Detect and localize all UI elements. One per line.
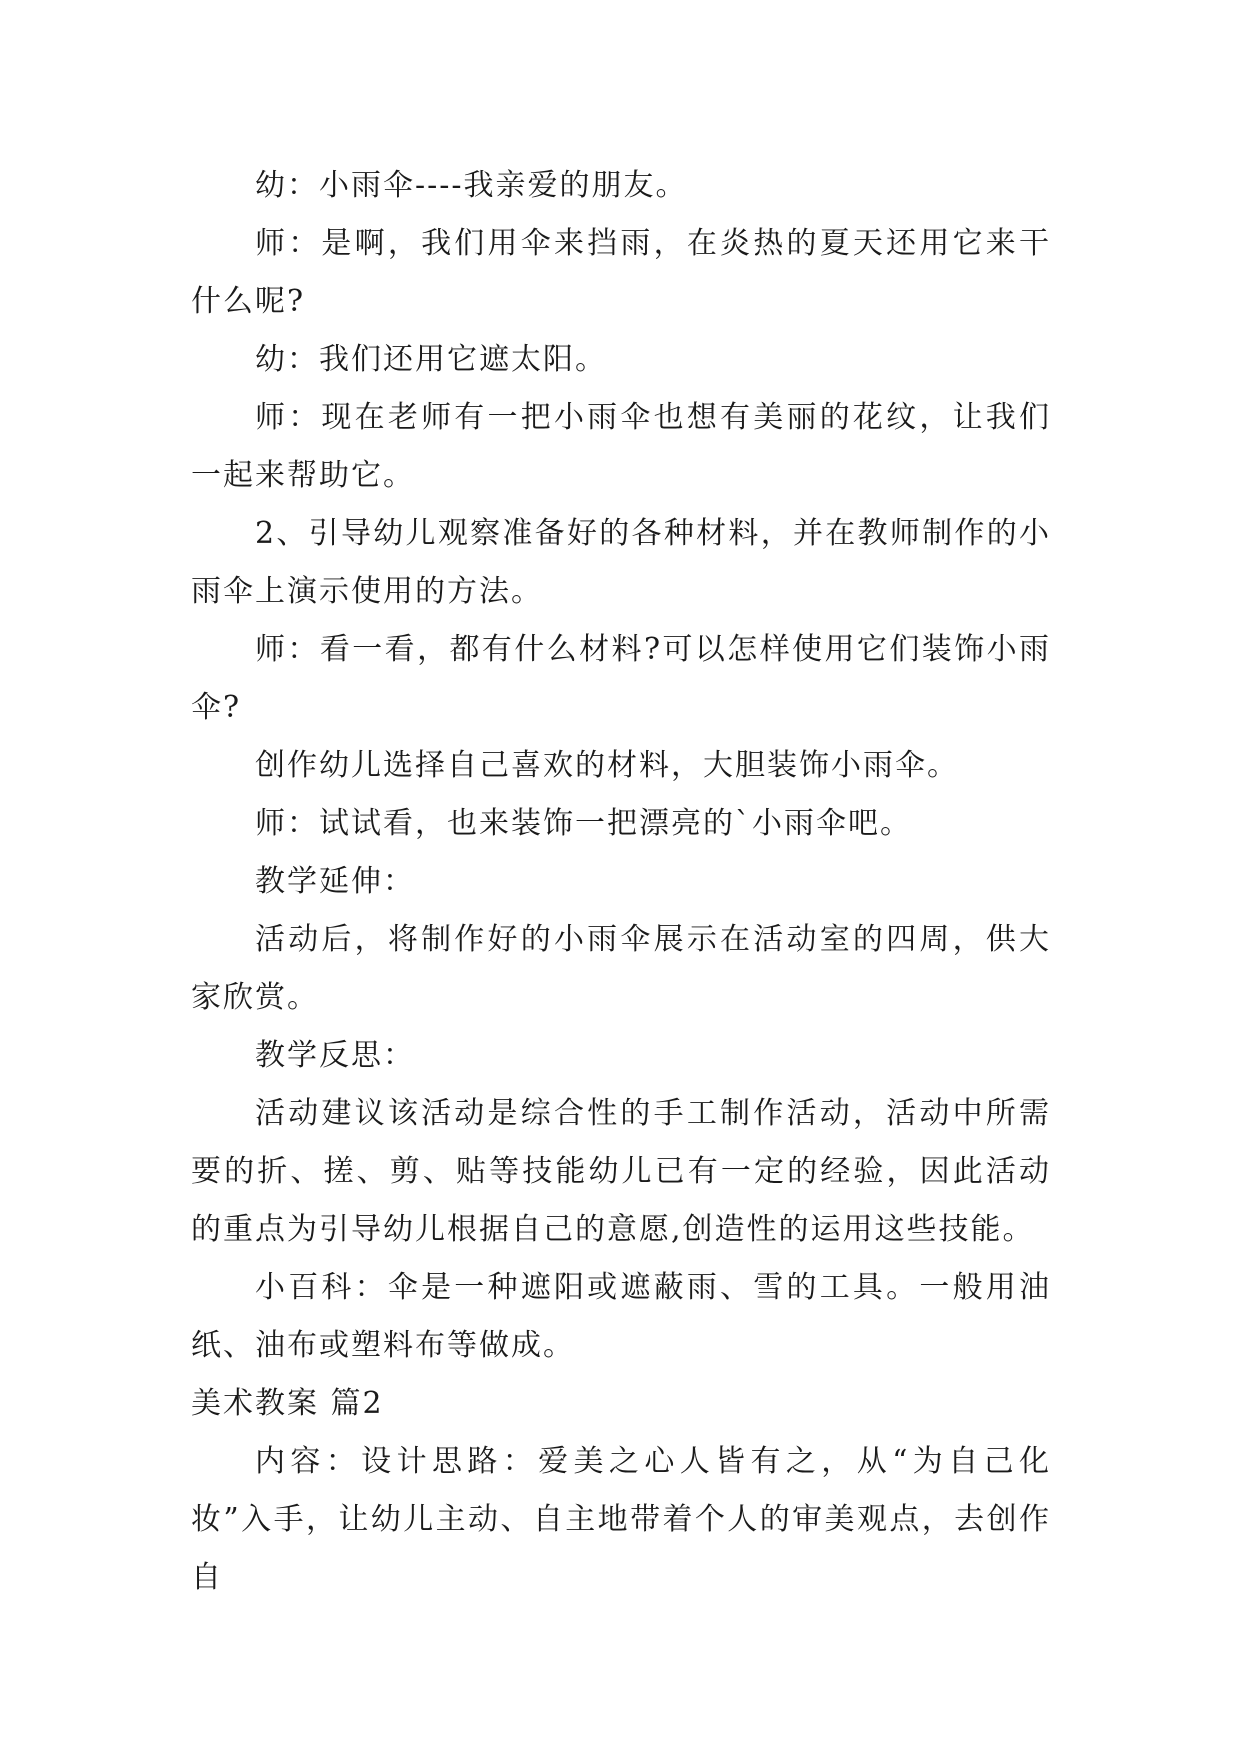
paragraph-content: 内容：设计思路：爱美之心人皆有之，从“为自己化妆”入手，让幼儿主动、自主地带着个人的审美观点，去创作自 [191, 1444, 1051, 1595]
paragraph-dialogue-1: 幼：小雨伞----我亲爱的朋友。 [255, 168, 688, 203]
subheading-reflection: 教学反思： [255, 1038, 415, 1073]
paragraph-dialogue-6: 师：试试看，也来装饰一把漂亮的`小雨伞吧。 [255, 806, 912, 841]
paragraph-dialogue-2: 师：是啊，我们用伞来挡雨，在炎热的夏天还用它来干什么呢? [191, 226, 1051, 319]
paragraph-dialogue-4: 师：现在老师有一把小雨伞也想有美丽的花纹，让我们一起来帮助它。 [191, 400, 1051, 493]
paragraph-reflection: 活动建议该活动是综合性的手工制作活动，活动中所需要的折、搓、剪、贴等技能幼儿已有一定的经验，因此活动的重点为引导幼儿根据自己的意愿,创造性的运用这些技能。 [191, 1096, 1051, 1247]
paragraph-dialogue-3: 幼：我们还用它遮太阳。 [255, 342, 607, 377]
document-body [191, 157, 1051, 1607]
paragraph-create: 创作幼儿选择自己喜欢的材料，大胆装饰小雨伞。 [255, 748, 959, 783]
paragraph-encyclopedia: 小百科：伞是一种遮阳或遮蔽雨、雪的工具。一般用油纸、油布或塑料布等做成。 [191, 1270, 1051, 1363]
paragraph-step-2: 2、引导幼儿观察准备好的各种材料，并在教师制作的小雨伞上演示使用的方法。 [191, 516, 1051, 609]
section-heading: 美术教案 篇2 [191, 1386, 384, 1421]
paragraph-extension: 活动后，将制作好的小雨伞展示在活动室的四周，供大家欣赏。 [191, 922, 1051, 1015]
subheading-extension: 教学延伸： [255, 864, 415, 899]
paragraph-dialogue-5: 师：看一看，都有什么材料?可以怎样使用它们装饰小雨伞? [191, 632, 1051, 725]
